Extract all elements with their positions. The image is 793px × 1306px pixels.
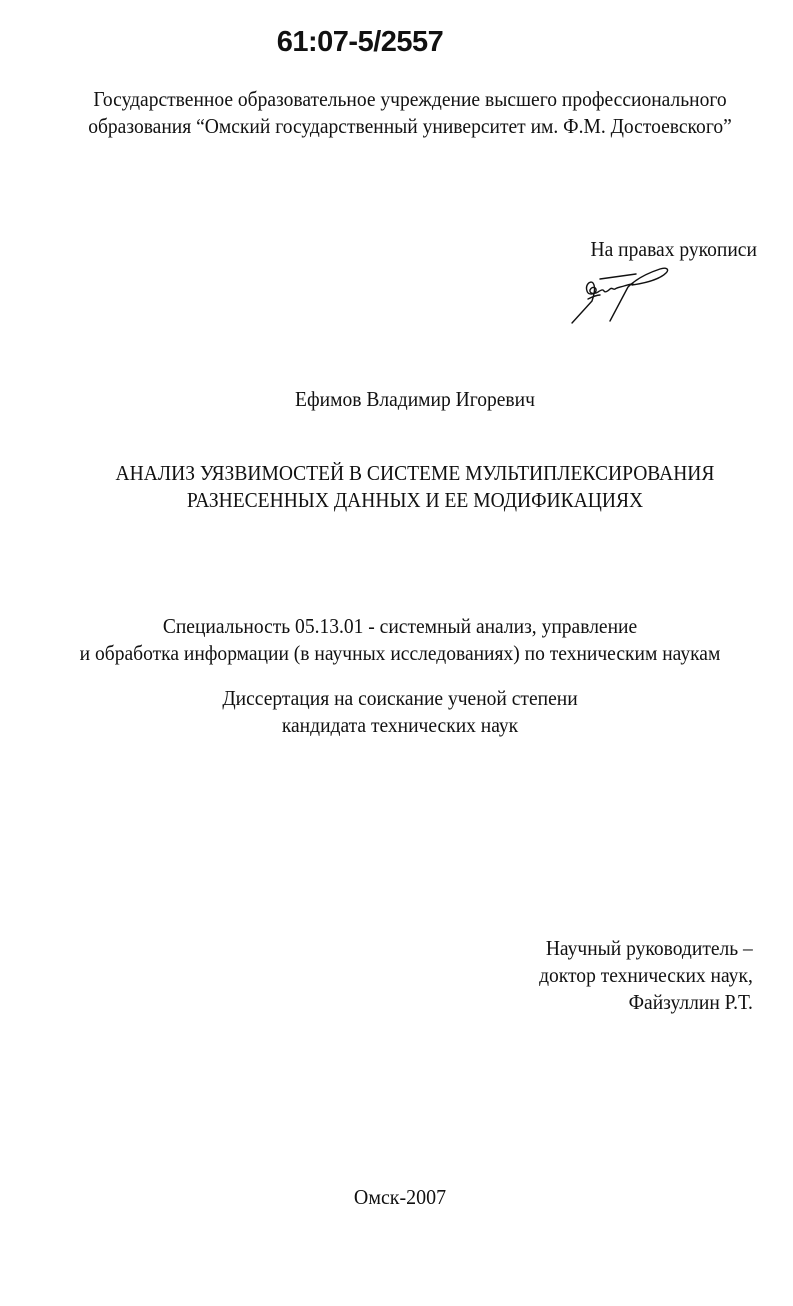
specialty-line-2: и обработка информации (в научных исследованиях) по техническим наукам: [79, 641, 721, 665]
title-line-1: АНАЛИЗ УЯЗВИМОСТЕЙ В СИСТЕМЕ МУЛЬТИПЛЕКСИРОВАНИЯ: [115, 461, 715, 485]
degree-statement: [28, 685, 772, 739]
degree-line-2: кандидата технических наук: [281, 713, 519, 737]
institution-name: [66, 86, 754, 140]
author-name: Ефимов Владимир Игоревич: [295, 387, 535, 411]
supervisor-line-3: Файзуллин Р.Т.: [628, 990, 753, 1014]
city-year: Омск-2007: [353, 1185, 447, 1209]
specialty: [28, 613, 772, 667]
institution-line-1: Государственное образовательное учреждение высшего профессионального: [93, 87, 727, 111]
degree-line-1: Диссертация на соискание ученой степени: [222, 686, 578, 710]
institution-line-2: образования “Омский государственный университет им. Ф.М. Достоевского”: [88, 114, 732, 138]
signature-icon: [566, 265, 676, 327]
supervisor: [539, 935, 753, 1016]
title-line-2: РАЗНЕСЕННЫХ ДАННЫХ И ЕЕ МОДИФИКАЦИЯХ: [186, 488, 644, 512]
supervisor-line-2: доктор технических наук,: [539, 963, 753, 987]
supervisor-line-1: Научный руководитель –: [546, 936, 753, 960]
rights-note: На правах рукописи: [590, 237, 757, 261]
catalog-number: 61:07-5/2557: [276, 26, 444, 58]
dissertation-title: [29, 460, 793, 514]
specialty-line-1: Специальность 05.13.01 - системный анализ, управление: [162, 614, 638, 638]
